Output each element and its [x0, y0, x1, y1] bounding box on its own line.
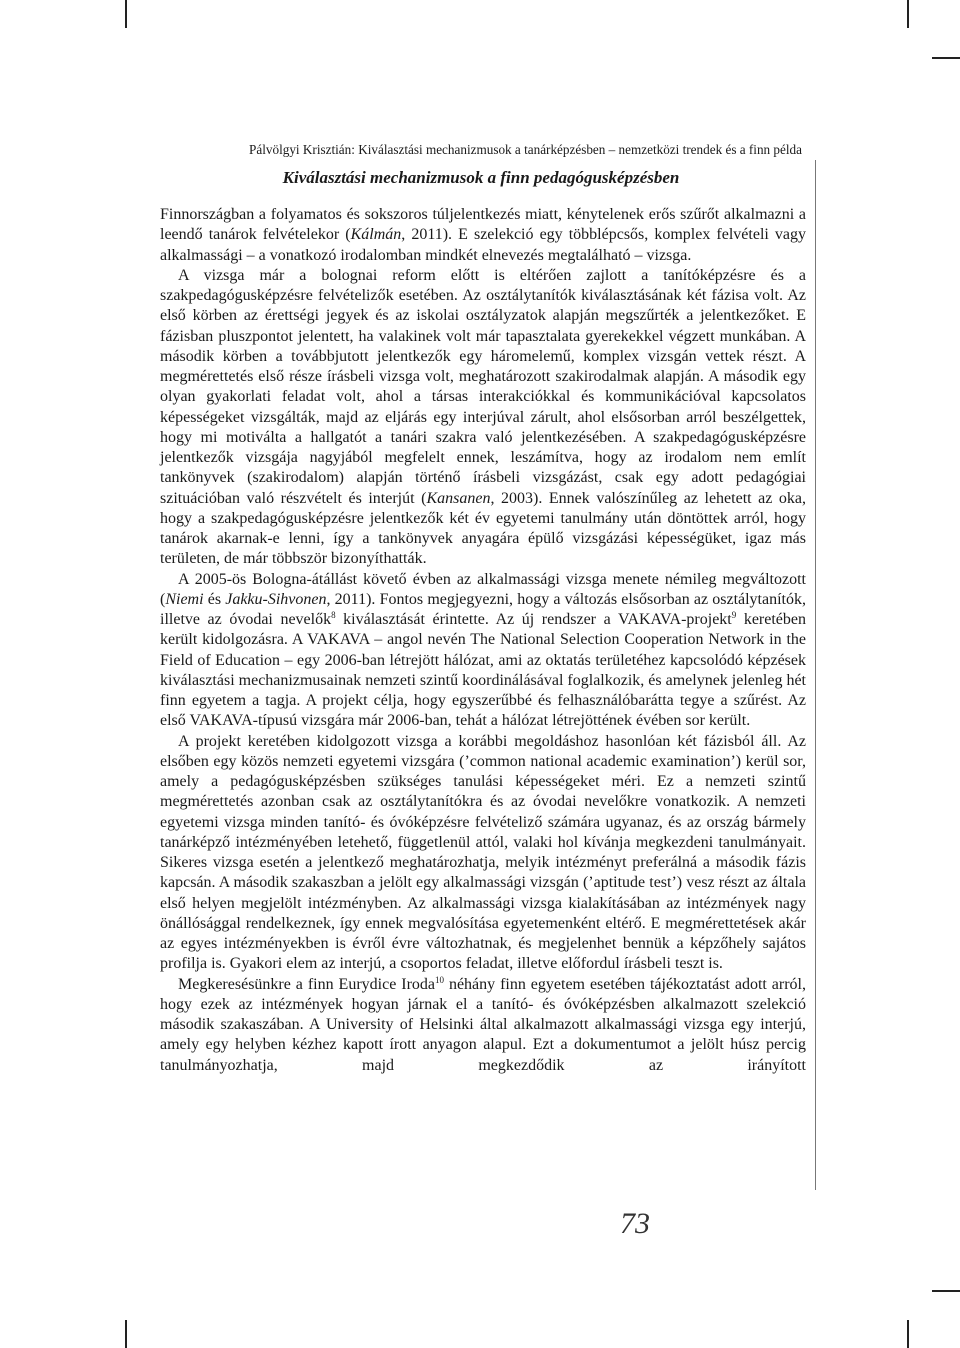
- crop-mark-bottom-right: [907, 1320, 909, 1348]
- paragraph-3-text-a: A 2005-ös Bologna-átállást követő évben az alkalmassági vizsga menete némileg megváltozott (: [160, 570, 806, 608]
- section-title: Kiválasztási mechanizmusok a finn pedagógusképzésben: [282, 168, 680, 187]
- paragraph-1-text-b: , 2011). E szelekció egy többlépcsős, komplex felvételi vagy alkalmassági – a vonatkozó irodalomban mindkét elnevezés megtalálható – vizsga.: [160, 226, 807, 264]
- paragraph-1-text-a: Finnországban a folyamatos és sokszoros túljelentkezés miatt, kénytelenek erős szűrőt alkalmazni a leendő tanárok felvételekor (: [160, 206, 806, 244]
- footnote-marker[interactable]: 9: [731, 610, 737, 620]
- margin-rule: [815, 160, 816, 1190]
- paragraph-2-text-b: , 2003). Ennek valószínűleg az lehetett az oka, hogy a szakpedagógusképzésre jelentkezők két év egyetemi tanulmány után döntöttek arról, hogy tanárok akarnak-e lenni, így a tankönyvek anyagára épülő vizsgázási képességüket, igaz más területen, de már többször bizonyíthatták.: [160, 489, 806, 568]
- paragraph-5-text-a: Megkeresésünkre a finn Eurydice Iroda: [178, 975, 435, 993]
- paragraph-3: [160, 570, 806, 732]
- paragraph-1: [160, 205, 806, 266]
- citation: Niemi: [165, 590, 204, 608]
- footnote-marker[interactable]: 10: [435, 974, 444, 985]
- crop-mark-top-right: [907, 0, 909, 28]
- citation: Kálmán: [350, 226, 402, 244]
- crop-mark-top-left: [125, 0, 127, 28]
- paragraph-5-text-b: néhány finn egyetem esetében tájékoztatást adott arról, hogy ezek az intézmények hogyan járnak el a tanító- és óvóképzésben alkalmazott szelekció második szakaszában. A University of Helsinki által alkalmazott alkalmassági vizsga egy interjú, amely egy helyben kézhez kapott írott anyagon alapul. Ezt a dokumentumot a jelölt húsz percig tanulmányozhatja, majd megkezdődik az irányított: [160, 975, 806, 1074]
- paragraph-3-conjunction: és: [203, 590, 226, 608]
- crop-mark-bottom-left: [125, 1320, 127, 1348]
- footnote-marker[interactable]: 8: [331, 610, 336, 620]
- paragraph-2: [160, 266, 806, 570]
- paragraph-4: A projekt keretében kidolgozott vizsga a korábbi megoldáshoz hasonlóan két fázisból áll. Az elsőben egy közös nemzeti egyetemi vizsgára (’common national academic examination’) kerül sor, amely a pedagógusképzésben szükséges tanulási képességeket méri. Ez a nemzeti szintű megmérettetés azonban csak az osztálytanítókra és az óvodai nevelőkre vonatkozik. A nemzeti egyetemi vizsga minden tanító- és óvóképzésre felvételiző számára ugyanaz, és az ország bármely tanárképző intézményében letehető, függetlenül attól, valaki hol kívánja megkezdeni tanulmányait. Sikeres vizsga esetén a jelentkező meghatározhatja, melyik intézményt preferálná a második fázis kapcsán. A második szakaszban a jelölt egy alkalmassági vizsgán (’aptitude test’) vesz részt az általa első helyen megjelölt intézményben. Az alkalmassági vizsga kialakításában az intézmények nagy önállósággal rendelkeznek, így ennek megvalósítása egyetemenként eltérő. E megmérettetések akár az egyes intézményekben is évről évre változhatnak, és megjelenhet bennük a képzőhely sajátos profilja is. Gyakori elem az interjú, a csoportos feladat, illetve előfordul írásbeli teszt is.: [160, 732, 806, 973]
- paragraph-3-text-c: kiválasztását érintette. Az új rendszer a VAKAVA-projekt: [335, 611, 732, 628]
- paragraph-3-text-b: , 2011). Fontos megjegyezni, hogy a változás elsősorban az osztálytanítók, illetve az óvodai nevelők: [160, 590, 806, 628]
- running-header: Pálvölgyi Krisztián: Kiválasztási mechanizmusok a tanárképzésben – nemzetközi trendek és a finn példa: [249, 142, 802, 157]
- paragraph-5: [160, 975, 806, 1076]
- crop-mark-right-top: [932, 57, 960, 59]
- body-text: [160, 205, 806, 1076]
- citation: Jakku-Sihvonen: [225, 590, 327, 608]
- crop-mark-right-bottom: [932, 1290, 960, 1292]
- citation: Kansanen: [426, 489, 491, 507]
- paragraph-3-text-d: keretében került kidolgozásra. A VAKAVA – angol nevén The National Selection Cooperation Network in the Field of Education – egy 2006-ban létrejött hálózat, ami az oktatás területéhez kapcsolódó képzések kiválasztási mechanizmusainak nemzeti szintű koordinálásával foglalkozik, és amelynek jelenleg hét finn egyetem a tagja. A projekt célja, hogy egyszerűbbé és felhasználóbarátta tegye a szűrést. Az első VAKAVA-típusú vizsgára már 2006-ban, tehát a hálózat létrejöttének évében sor került.: [160, 611, 806, 730]
- page-number: 73: [620, 1207, 650, 1240]
- paragraph-2-text-a: A vizsga már a bolognai reform előtt is eltérően zajlott a tanítóképzésre és a szakpedagógusképzésre felvételizők esetében. Az osztálytanítók kiválasztásának két fázisa volt. Az első körben az érettségi jegyek és az iskolai osztályzatok alapján megszűrték a jelentkezőket. E fázisban pluszpontot jelentett, ha valakinek volt már tapasztalata gyerekekkel végzett munkában. A második körben a továbbjutott jelentkezők egy háromelemű, komplex vizsgán vettek részt. A megmérettetés első része írásbeli vizsga volt, meghatározott szakirodalmak alapján. A második egy olyan gyakorlati feladat volt, ahol a társas interakciókkal és kommunikációval kapcsolatos képességeket vizsgálták, majd az eljárás egy interjúval zárult, ahol elsősorban arról beszélgettek, hogy mi motiválta a hallgatót a tanári szakra való jelentkezésében. A szakpedagógusképzésre jelentkezők vizsgája nagyjából megfelelt ennek, leszámítva, hogy az irodalom nem említ tankönyvek (szakirodalom) alapján történő írásbeli vizsgázást, csak egy adott pedagógiai szituációban való részvételt és interjút (: [160, 266, 806, 507]
